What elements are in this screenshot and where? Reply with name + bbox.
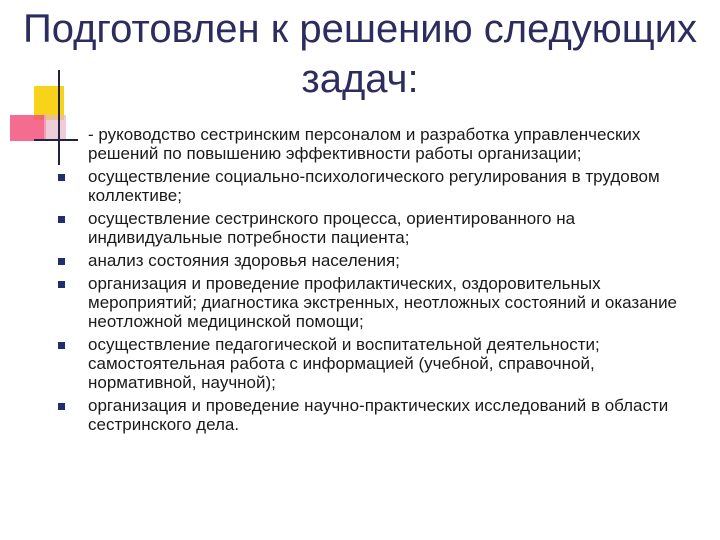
bullet-marker [58,342,65,349]
bullet-marker [58,216,65,223]
list-item-text: осуществление педагогической и воспитательной деятельности; самостоятельная работа с информацией (учебной, справочной, нормативной, научной); [88,335,600,392]
list-item-text: организация и проведение профилактических, оздоровительных мероприятий; диагностика экстренных, неотложных состояний и оказание неотложной медицинской помощи; [88,274,678,331]
list-item [58,125,698,163]
list-item [58,167,698,205]
bullet-marker [58,403,65,410]
list-item-text: осуществление социально-психологического регулирования в трудовом коллективе; [88,167,660,205]
list-item [58,396,698,434]
bullet-marker [58,174,65,181]
task-list [58,125,698,438]
list-item [58,209,698,247]
list-item-text: - руководство сестринским персоналом и разработка управленческих решений по повышению эффективности работы организации; [88,125,641,163]
list-item-text: анализ состояния здоровья населения; [88,251,400,270]
list-item-text: организация и проведение научно-практических исследований в области сестринского дела. [88,396,669,434]
bullet-marker [58,281,65,288]
list-item-text: осуществление сестринского процесса, ориентированного на индивидуальные потребности пациента; [88,209,576,247]
slide-title: Подготовлен к решению следующих задач: [22,7,698,101]
list-item [58,335,698,392]
bullet-marker [58,132,65,139]
list-item [58,251,698,270]
bullet-marker [58,258,65,265]
list-item [58,274,698,331]
